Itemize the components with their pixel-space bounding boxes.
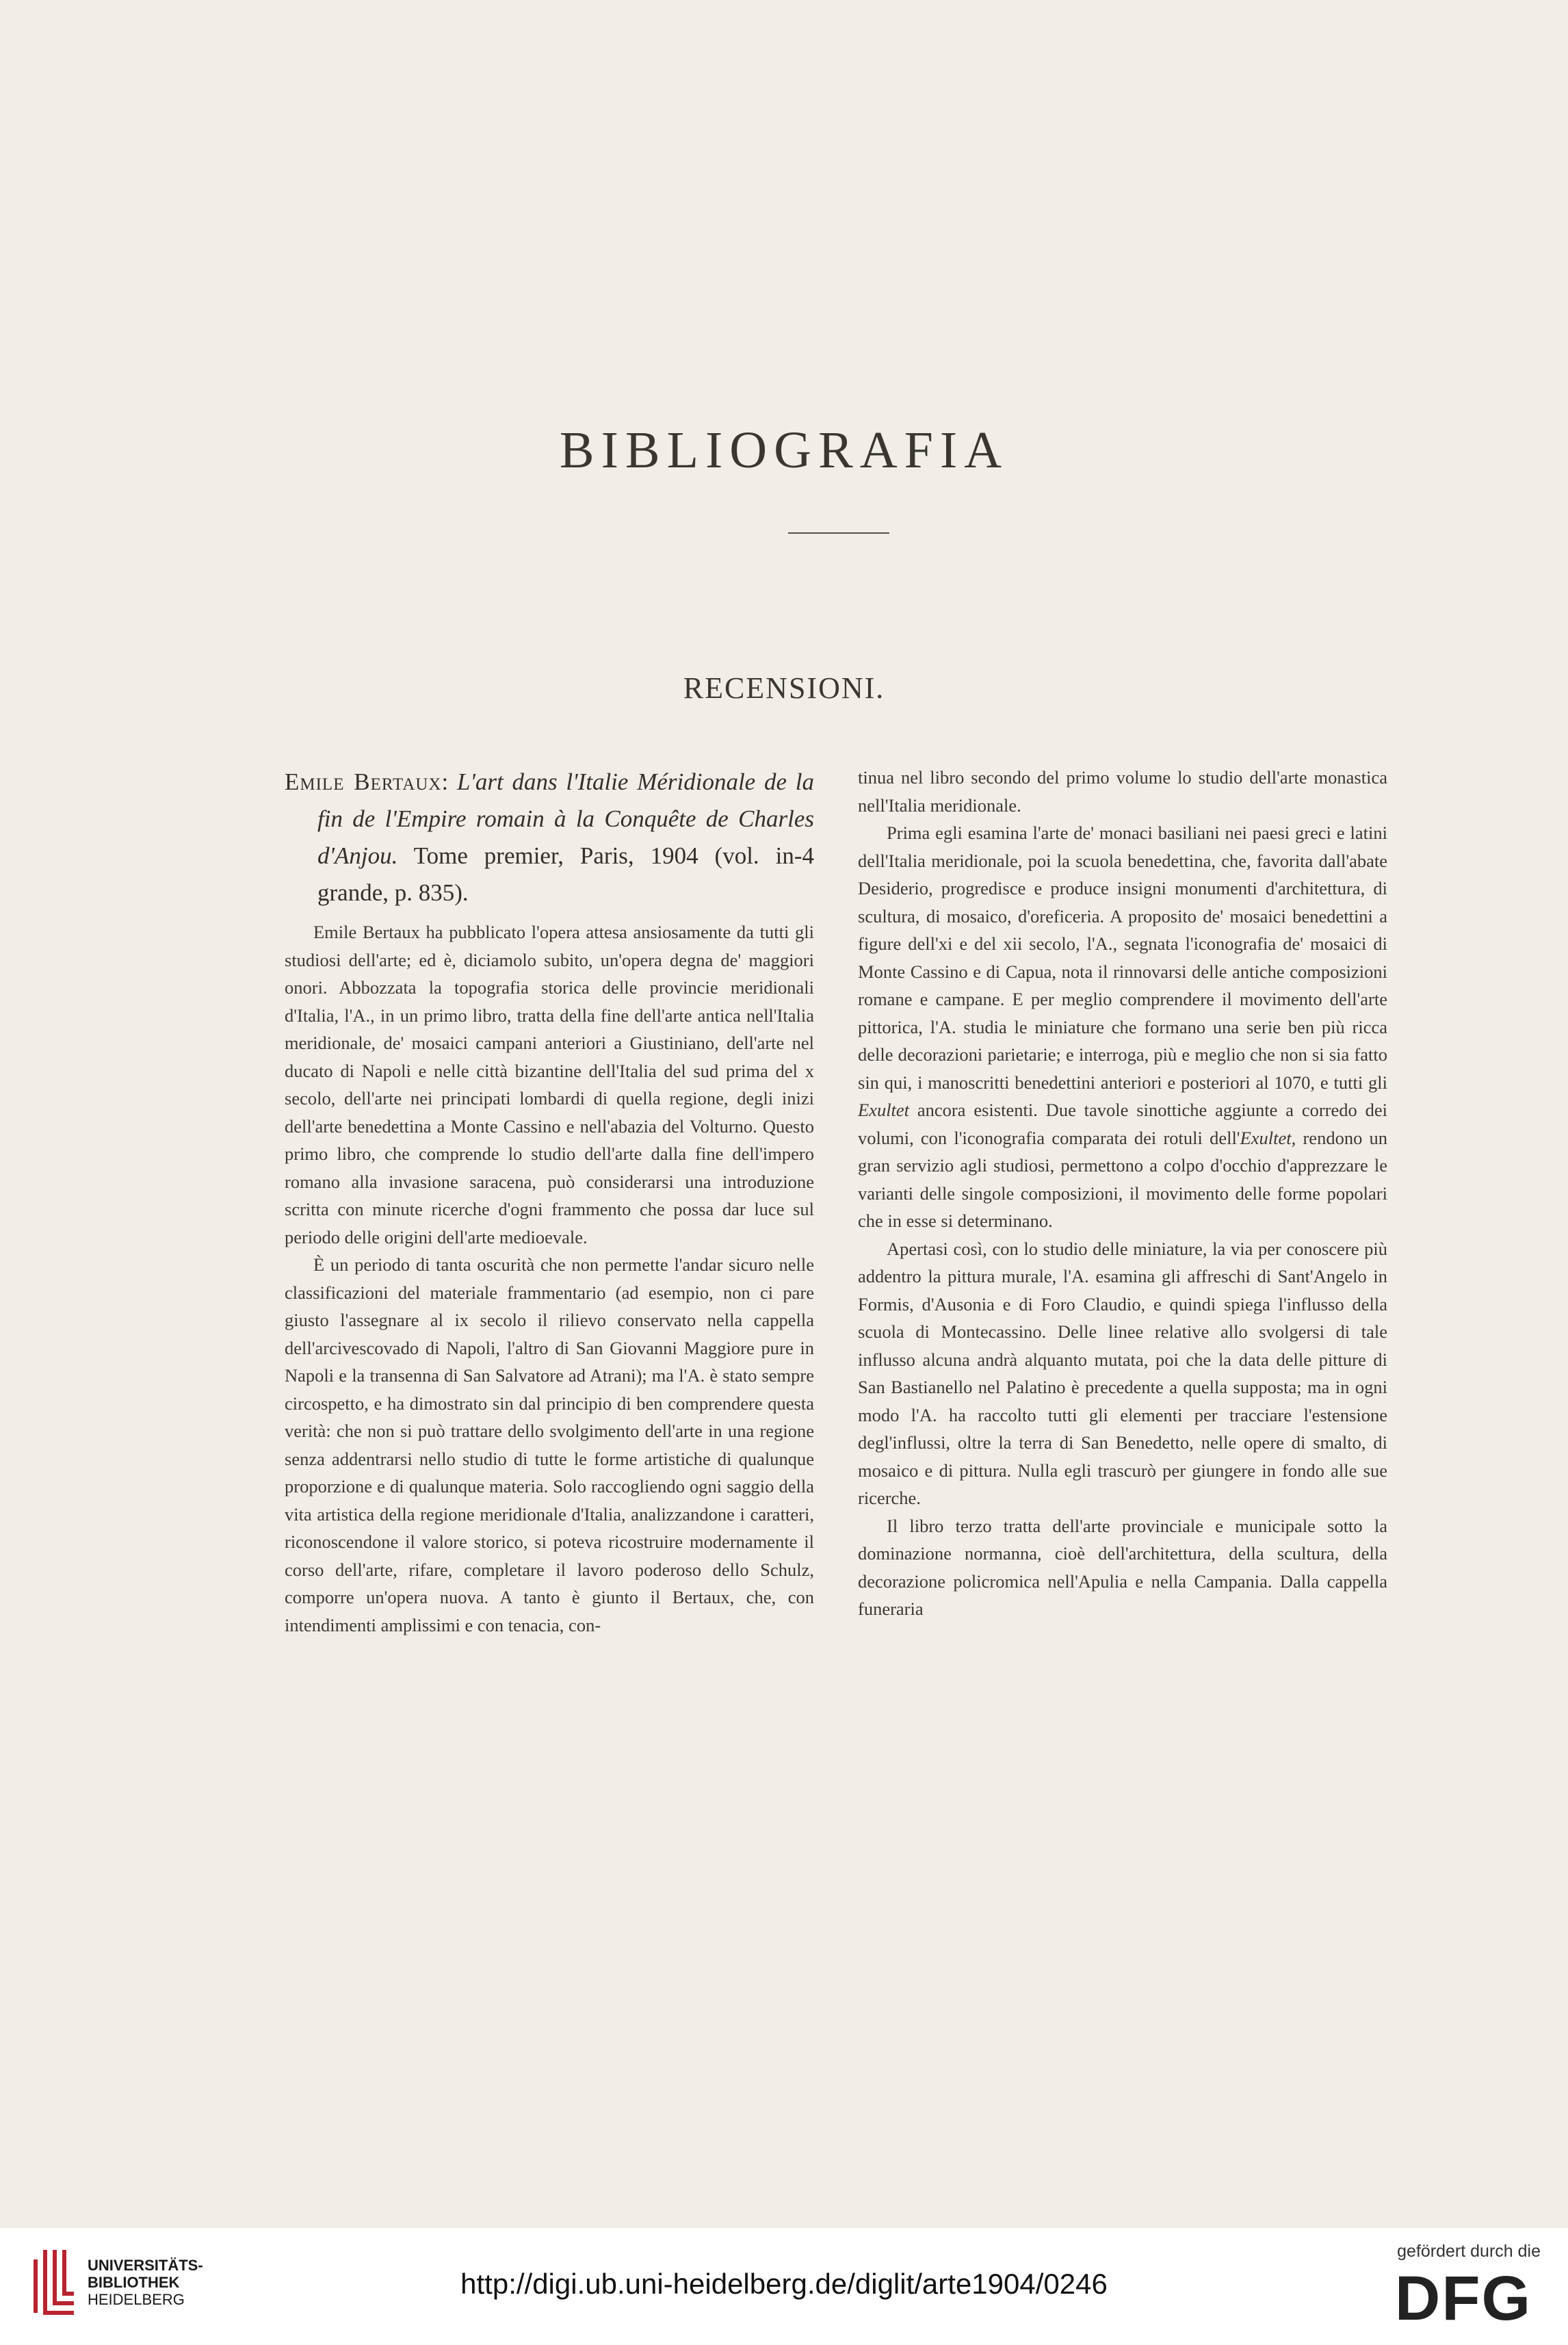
paragraph: Emile Bertaux ha pubblicato l'opera attesa ansiosamente da tutti gli studiosi dell'arte; ed è, diciamolo subito, un'opera degna de' maggiori onori. Abbozzata la topografia storica delle provincie meridionali d'Italia, l'A., in un primo libro, tratta della fine dell'arte antica nell'Italia meridionale, de' mosaici campani anteriori a Giustiniano, dell'arte nel ducato di Napoli e nelle città bizantine dell'Italia del sud prima del x secolo, dell'arte nei principati lombardi di quella regione, degli inizi dell'arte benedettina a Monte Cassino e nell'abazia del Volturno. Questo primo libro, che comprende lo studio dell'arte dalla fine dell'impero romano alla invasione saracena, può considerarsi una introduzione scritta con minute ricerche d'ogni frammento che possa dar luce sul periodo delle origini dell'arte medioevale. [285, 922, 814, 1247]
library-name-line: UNIVERSITÄTS- [88, 2257, 203, 2274]
title-rule [788, 532, 889, 534]
section-heading: RECENSIONI. [683, 671, 885, 705]
paragraph: Il libro terzo tratta dell'arte provinciale e municipale sotto la dominazione normanna, cioè dell'architettura, della scultura, della decorazione policromica nell'Apulia e nella Campania. Dalla cappella funeraria [858, 1515, 1387, 1619]
paragraph [858, 819, 1387, 1235]
paragraph: È un periodo di tanta oscurità che non permette l'andar sicuro nelle classificazioni del materiale frammentario (ad esempio, non ci pare giusto l'assegnare al ix secolo il rilievo conservato nella cappella dell'arcivescovado di Napoli, l'altro di San Giovanni Maggiore pure in Napoli e la transenna di San Salvatore ad Atrani); ma l'A. è stato sempre circospetto, e ha dimostrato sin dal principio di ben comprendere questa verità: che non si può trattare dello svolgimento dell'arte in una regione senza addentrarsi nello studio di tutte le forme artistiche di qualunque proporzione e di qualunque materia. Solo raccogliendo ogni saggio della vita artistica della regione meridionale d'Italia, analizzandone i caratteri, riconoscendone il valore storico, si poteva ricostruire modernamente il corso dell'arte, rifare, completare il lavoro poderoso dello Schulz, comporre un'opera nuova. A tanto è giunto il Bertaux, che, con intendimenti amplissimi e con tenacia, con- [285, 1254, 814, 1635]
library-name-line: HEIDELBERG [88, 2291, 185, 2308]
citation-details: Tome premier, Paris, 1904 (vol. in-4 grande, p. 835). [317, 842, 814, 906]
paragraph-text: Prima egli esamina l'arte de' monaci basiliani nei paesi greci e latini dell'Italia meridionale, poi la scuola benedettina, che, favorita dall'abate Desiderio, progredisce e produce insigni monumenti d'architettura, di scultura, di mosaico, d'oreficeria. A proposito de' mosaici benedettini a figure dell'xi e del xii secolo, l'A., segnata l'iconografia de' mosaici di Monte Cassino e di Capua, nota il rinnovarsi delle antiche composizioni romane e campane. E per meglio comprendere il movimento dell'arte pittorica, l'A. studia le miniature che formano una serie ben più ricca delle decorazioni parietarie; e interroga, più e meglio che non si sia fatto sin qui, i manoscritti benedettini anteriori e posteriori al 1070, e tutti gli [858, 822, 1387, 1093]
dfg-logo-icon [1386, 2270, 1541, 2325]
citation-book-title: L'art dans l'Italie Méridionale de la fin de l'Empire romain à la Conquête de Charles d'Anjou. [317, 768, 814, 869]
library-name-line: BIBLIOTHEK [88, 2274, 180, 2291]
dfg-logo-text: DFG [1394, 2270, 1532, 2325]
funder-label: gefördert durch die [1397, 2242, 1541, 2261]
left-column [285, 764, 814, 1639]
italic-term: Exultet, [1240, 1127, 1296, 1148]
paragraph: tinua nel libro secondo del primo volume lo studio dell'arte monastica nell'Italia meridionale. [858, 767, 1387, 816]
citation-author: Emile Bertaux [285, 768, 442, 795]
source-url-link[interactable]: http://digi.ub.uni-heidelberg.de/diglit/arte1904/0246 [460, 2268, 1108, 2300]
citation-separator: : [441, 768, 457, 795]
paragraph-text: ancora esistenti. Due tavole sinottiche aggiunte a corredo dei volumi, con l'iconografia comparata dei rotuli dell' [858, 1100, 1387, 1148]
paragraph-text: rendono un gran servizio agli studiosi, permettono a colpo d'occhio d'apprezzare le varianti delle singole composizioni, il movimento delle forme popolari che in esse si determinano. [858, 1127, 1388, 1231]
right-column [858, 764, 1387, 1623]
paragraph: Apertasi così, con lo studio delle miniature, la via per conoscere più addentro la pittura murale, l'A. esamina gli affreschi di Sant'Angelo in Formis, d'Ausonia e di Foro Claudio, e quindi spiega l'influsso della scuola di Montecassino. Delle linee relative allo svolgersi di tale influsso alcuna andrà alquanto mutata, poi che la data delle pitture di San Bastianello nel Palatino è precedente a quella supposta; ma in ogni modo l'A. ha raccolto tutti gli elementi per tracciare l'estensione degl'influssi, oltre la terra di San Benedetto, nelle opere di smalto, di mosaico e di pittura. Nulla egli trascurò per giungere in fondo alle sue ricerche. [858, 1238, 1387, 1508]
italic-term: Exultet [858, 1100, 910, 1120]
footer-bar [0, 2228, 1568, 2345]
review-citation [285, 764, 814, 911]
page-title: BIBLIOGRAFIA [559, 422, 1009, 479]
